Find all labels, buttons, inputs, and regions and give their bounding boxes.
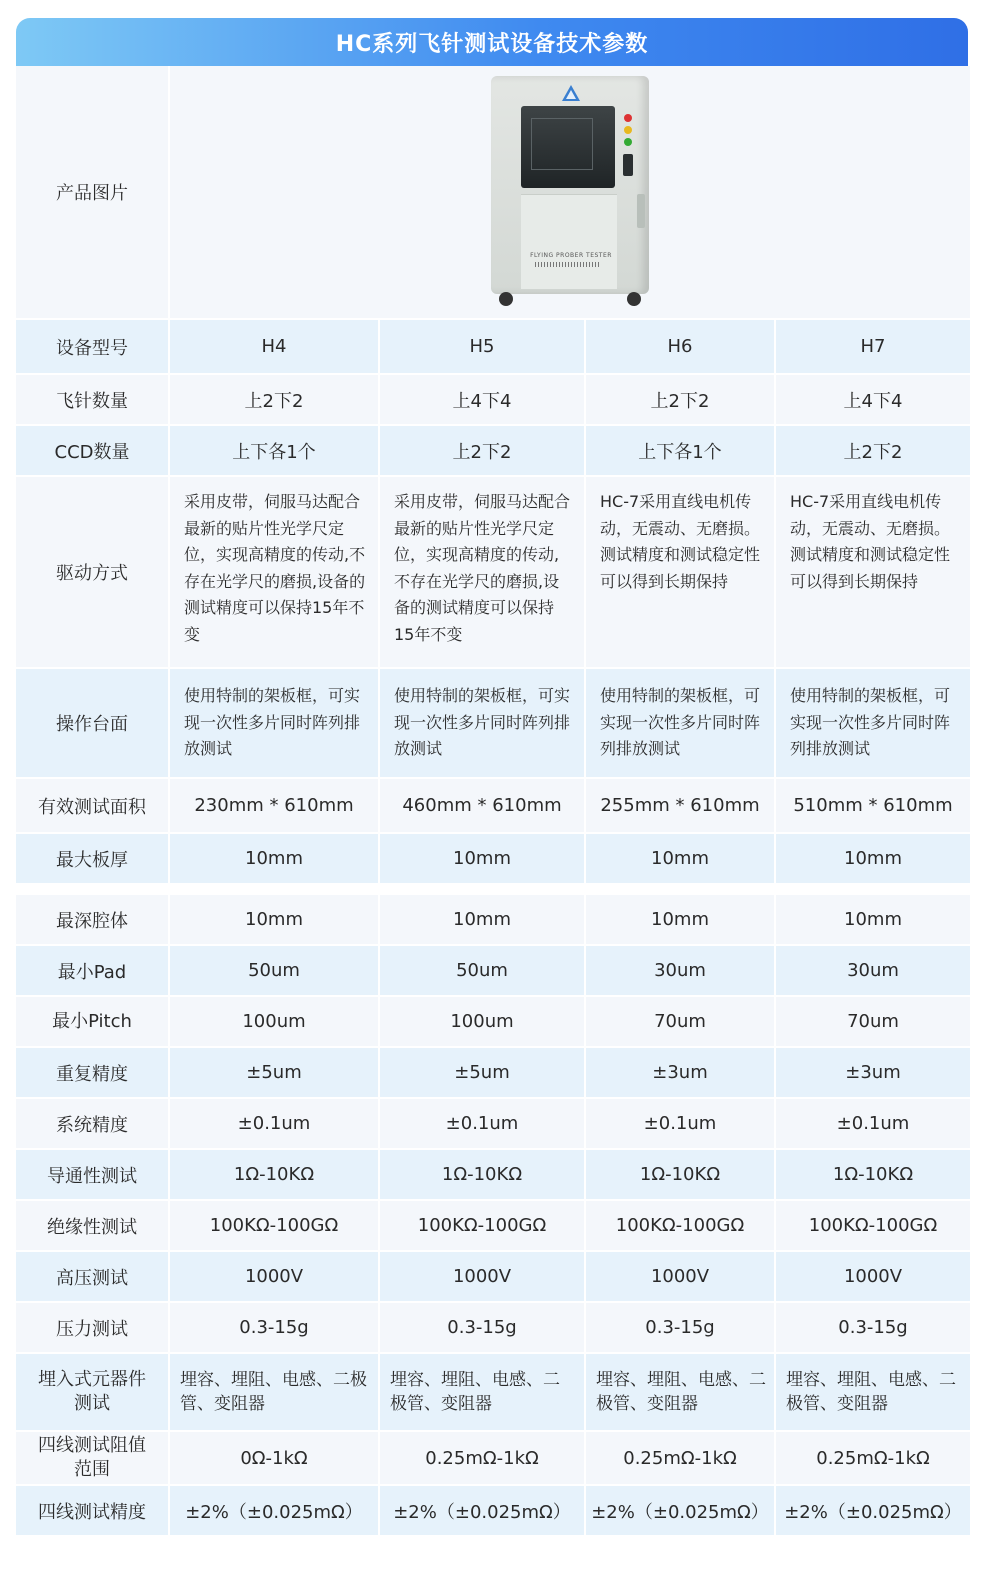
row-label: 操作台面 [16, 669, 168, 777]
spec-value-cell: ±2%（±0.025mΩ） [776, 1486, 970, 1535]
spec-value-cell: 230mm * 610mm [170, 779, 378, 832]
spec-value-cell: H6 [586, 320, 774, 373]
row-label: 最大板厚 [16, 834, 168, 883]
row-label: 压力测试 [16, 1303, 168, 1352]
spec-value-cell: ±3um [776, 1048, 970, 1097]
image-row-label: 产品图片 [16, 66, 168, 318]
spec-value-cell: 0Ω-1kΩ [170, 1432, 378, 1484]
spec-value-cell: 1000V [170, 1252, 378, 1301]
spec-value-cell: 10mm [776, 834, 970, 883]
spec-value-cell: 10mm [380, 895, 584, 944]
spec-value-cell: ±2%（±0.025mΩ） [380, 1486, 584, 1535]
spec-value-cell: 上2下2 [586, 375, 774, 424]
spec-value-cell: 100um [380, 997, 584, 1046]
row-label: 最小Pad [16, 946, 168, 995]
spec-value-cell: 使用特制的架板框，可实现一次性多片同时阵列排放测试 [380, 669, 584, 777]
spec-value-cell: 上2下2 [170, 375, 378, 424]
spec-value-cell: 70um [776, 997, 970, 1046]
spec-value-cell: 30um [586, 946, 774, 995]
spec-value-cell: 埋容、埋阻、电感、二极管、变阻器 [380, 1354, 584, 1430]
spec-value-cell: 510mm * 610mm [776, 779, 970, 832]
spec-value-cell: 100KΩ-100GΩ [380, 1201, 584, 1250]
spec-value-cell: H4 [170, 320, 378, 373]
spec-value-cell: 上2下2 [380, 426, 584, 475]
spec-value-cell: 使用特制的架板框，可实现一次性多片同时阵列排放测试 [586, 669, 774, 777]
spec-value-cell: ±5um [170, 1048, 378, 1097]
spec-value-cell: 255mm * 610mm [586, 779, 774, 832]
spec-value-cell: 100KΩ-100GΩ [776, 1201, 970, 1250]
spec-value-cell: 采用皮带，伺服马达配合最新的贴片性光学尺定位，实现高精度的传动,不存在光学尺的磨损,设备的测试精度可以保持15年不变 [170, 477, 378, 667]
spec-value-cell: 100KΩ-100GΩ [586, 1201, 774, 1250]
spec-value-cell: 1Ω-10KΩ [380, 1150, 584, 1199]
spec-value-cell: 上4下4 [776, 375, 970, 424]
spec-value-cell: 30um [776, 946, 970, 995]
spec-value-cell: ±5um [380, 1048, 584, 1097]
spec-value-cell: ±0.1um [776, 1099, 970, 1148]
spec-value-cell: 使用特制的架板框，可实现一次性多片同时阵列排放测试 [170, 669, 378, 777]
spec-value-cell: 埋容、埋阻、电感、二极管、变阻器 [586, 1354, 774, 1430]
brand-logo-icon [561, 84, 581, 102]
spec-value-cell: 使用特制的架板框，可实现一次性多片同时阵列排放测试 [776, 669, 970, 777]
row-label: 重复精度 [16, 1048, 168, 1097]
spec-value-cell: ±2%（±0.025mΩ） [170, 1486, 378, 1535]
spec-value-cell: HC-7采用直线电机传动，无震动、无磨损。测试精度和测试稳定性可以得到长期保持 [586, 477, 774, 667]
spec-value-cell: 采用皮带，伺服马达配合最新的贴片性光学尺定位，实现高精度的传动,不存在光学尺的磨损,设备的测试精度可以保持15年不变 [380, 477, 584, 667]
spec-value-cell: 上下各1个 [170, 426, 378, 475]
spec-value-cell: 50um [170, 946, 378, 995]
spec-value-cell: 0.25mΩ-1kΩ [586, 1432, 774, 1484]
row-label: 有效测试面积 [16, 779, 168, 832]
spec-value-cell: 1000V [380, 1252, 584, 1301]
spec-value-cell: ±0.1um [586, 1099, 774, 1148]
spec-value-cell: 10mm [170, 834, 378, 883]
row-label: 驱动方式 [16, 477, 168, 667]
spec-value-cell: 上4下4 [380, 375, 584, 424]
spec-value-cell: 0.3-15g [380, 1303, 584, 1352]
row-label: 四线测试精度 [16, 1486, 168, 1535]
spec-value-cell: ±0.1um [170, 1099, 378, 1148]
row-label: 高压测试 [16, 1252, 168, 1301]
row-label: 最深腔体 [16, 895, 168, 944]
machine-label: FLYING PROBER TESTER [530, 252, 612, 259]
table-divider [16, 885, 970, 893]
spec-value-cell: 1000V [586, 1252, 774, 1301]
spec-value-cell: 10mm [586, 895, 774, 944]
spec-value-cell: ±2%（±0.025mΩ） [586, 1486, 774, 1535]
row-label: 埋入式元器件测试 [16, 1354, 168, 1430]
spec-value-cell: 1Ω-10KΩ [776, 1150, 970, 1199]
row-label: 最小Pitch [16, 997, 168, 1046]
flying-probe-tester-image [491, 76, 649, 308]
page-title: HC系列飞针测试设备技术参数 [16, 18, 968, 66]
row-label: 系统精度 [16, 1099, 168, 1148]
row-label: 设备型号 [16, 320, 168, 373]
spec-value-cell: 0.25mΩ-1kΩ [776, 1432, 970, 1484]
spec-value-cell: 70um [586, 997, 774, 1046]
spec-value-cell: 100KΩ-100GΩ [170, 1201, 378, 1250]
spec-value-cell: 埋容、埋阻、电感、二极管、变阻器 [170, 1354, 378, 1430]
spec-value-cell: 上2下2 [776, 426, 970, 475]
row-label: 飞针数量 [16, 375, 168, 424]
spec-value-cell: H7 [776, 320, 970, 373]
spec-value-cell: 10mm [170, 895, 378, 944]
row-label: 四线测试阻值范围 [16, 1432, 168, 1484]
spec-value-cell: ±0.1um [380, 1099, 584, 1148]
spec-value-cell: ±3um [586, 1048, 774, 1097]
spec-value-cell: 10mm [380, 834, 584, 883]
spec-value-cell: 1000V [776, 1252, 970, 1301]
product-image [170, 66, 970, 318]
spec-value-cell: 0.3-15g [170, 1303, 378, 1352]
spec-value-cell: 100um [170, 997, 378, 1046]
spec-value-cell: 上下各1个 [586, 426, 774, 475]
spec-value-cell: 1Ω-10KΩ [586, 1150, 774, 1199]
spec-value-cell: 10mm [586, 834, 774, 883]
spec-value-cell: 埋容、埋阻、电感、二极管、变阻器 [776, 1354, 970, 1430]
spec-value-cell: 460mm * 610mm [380, 779, 584, 832]
row-label: 导通性测试 [16, 1150, 168, 1199]
row-label: 绝缘性测试 [16, 1201, 168, 1250]
spec-value-cell: 0.25mΩ-1kΩ [380, 1432, 584, 1484]
spec-value-cell: 0.3-15g [776, 1303, 970, 1352]
row-label: CCD数量 [16, 426, 168, 475]
indicator-lights [621, 112, 635, 182]
spec-value-cell: 50um [380, 946, 584, 995]
spec-value-cell: 0.3-15g [586, 1303, 774, 1352]
spec-table [16, 66, 968, 1535]
spec-value-cell: 10mm [776, 895, 970, 944]
spec-value-cell: 1Ω-10KΩ [170, 1150, 378, 1199]
spec-value-cell: HC-7采用直线电机传动，无震动、无磨损。测试精度和测试稳定性可以得到长期保持 [776, 477, 970, 667]
spec-value-cell: H5 [380, 320, 584, 373]
machine-window [521, 106, 615, 188]
